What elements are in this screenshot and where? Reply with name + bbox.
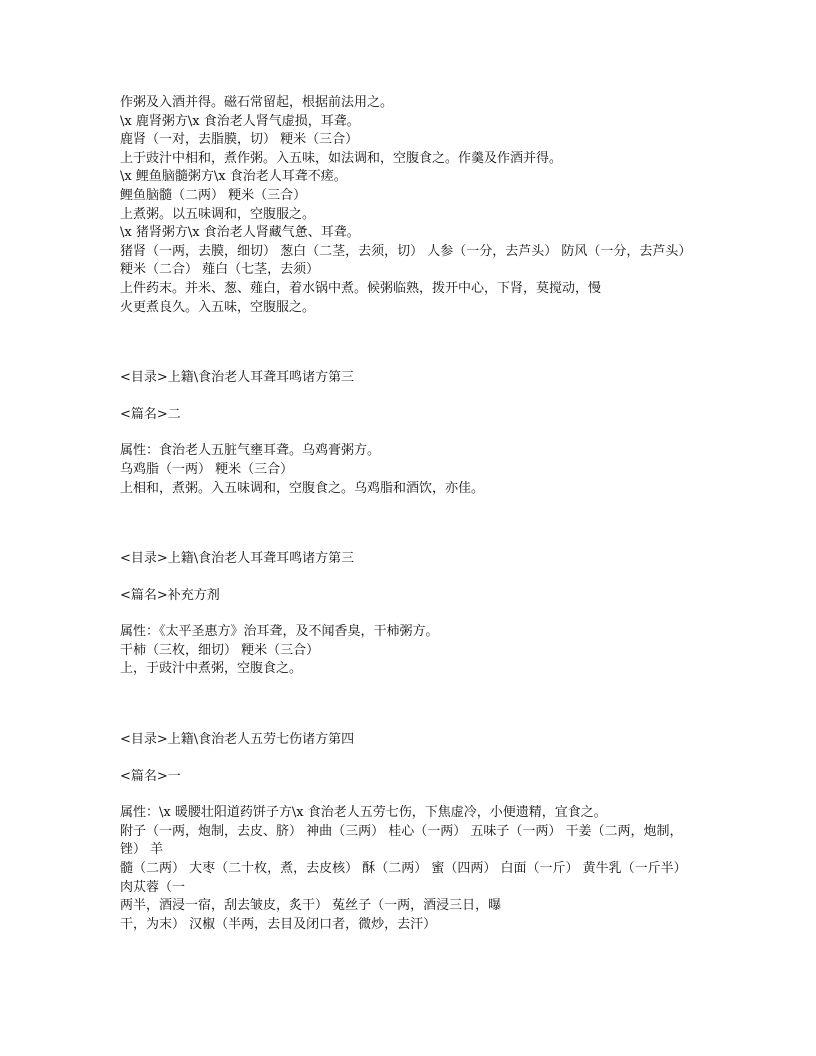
catalog-heading: <目录>上籍\食治老人耳聋耳鸣诸方第三 (120, 370, 355, 386)
text-line: 属性：\x 暖腰壮阳道药饼子方\x 食治老人五劳七伤，下焦虚冷，小便遗精，宜食之。 (120, 805, 607, 821)
text-line: 附子（一两，炮制，去皮、脐） 神曲（三两） 桂心（一两） 五味子（一两） 干姜（二两，炮制，锉） 羊 (120, 823, 683, 858)
section-2 (120, 369, 700, 498)
text-line: 干柿（三枚，细切） 粳米（三合） (120, 642, 320, 658)
section-3 (120, 550, 700, 679)
text-line: 属性：《太平圣惠方》治耳聋，及不闻香臭，干柿粥方。 (120, 624, 439, 640)
text-line: 两半，酒浸一宿，刮去皱皮，炙干） 菟丝子（一两，酒浸三日，曝 (120, 898, 502, 914)
text-line: 上件药末。并米、葱、薤白，着水锅中煮。候粥临熟，拨开中心，下肾，莫搅动，慢 (120, 280, 602, 296)
text-line: 鹿肾（一对，去脂膜，切） 粳米（三合） (120, 132, 359, 148)
text-line: 上于豉汁中相和，煮作粥。入五味，如法调和，空腹食之。作羹及作酒并得。 (120, 150, 563, 166)
chapter-title: <篇名>一 (120, 768, 181, 784)
text-line: 干，为末） 汉椒（半两，去目及闭口者，微炒，去汗） (120, 916, 437, 932)
text-line: 火更煮良久。入五味，空腹服之。 (120, 299, 316, 315)
text-line: \x 鹿肾粥方\x 食治老人肾气虚损，耳聋。 (120, 113, 360, 129)
section-1-body (120, 94, 700, 317)
chapter-title: <篇名>补充方剂 (120, 587, 220, 603)
text-line: 属性：食治老人五脏气壅耳聋。乌鸡膏粥方。 (120, 443, 381, 459)
text-line: 鲤鱼脑髓（二两） 粳米（三合） (120, 187, 307, 203)
text-line: 猪肾（一两，去膜，细切） 葱白（二茎，去须，切） 人参（一分，去芦头） 防风（一分，去芦头） (120, 243, 692, 259)
catalog-heading: <目录>上籍\食治老人耳聋耳鸣诸方第三 (120, 551, 355, 567)
text-line: 粳米（二合） 薤白（七茎，去须） (120, 262, 320, 278)
text-line: 乌鸡脂（一两） 粳米（三合） (120, 461, 294, 477)
document-page (120, 94, 700, 934)
catalog-heading: <目录>上籍\食治老人五劳七伤诸方第四 (120, 732, 355, 748)
section-4 (120, 731, 700, 934)
text-line: 髓（二两） 大枣（二十枚，煮，去皮核） 酥（二两） 蜜（四两） 白面（一斤） 黄牛乳（一斤半） 肉苁蓉（一 (120, 861, 691, 895)
text-line: \x 猪肾粥方\x 食治老人肾藏气惫、耳聋。 (120, 225, 360, 241)
text-line: 上相和，煮粥。入五味调和，空腹食之。乌鸡脂和酒饮，亦佳。 (120, 480, 485, 496)
text-line: 作粥及入酒并得。磁石常留起，根据前法用之。 (120, 95, 394, 110)
chapter-title: <篇名>二 (120, 406, 181, 422)
text-line: 上，于豉汁中煮粥，空腹食之。 (120, 661, 303, 677)
text-line: \x 鲤鱼脑髓粥方\x 食治老人耳聋不瘥。 (120, 169, 347, 185)
text-line: 上煮粥。以五味调和，空腹服之。 (120, 206, 316, 222)
